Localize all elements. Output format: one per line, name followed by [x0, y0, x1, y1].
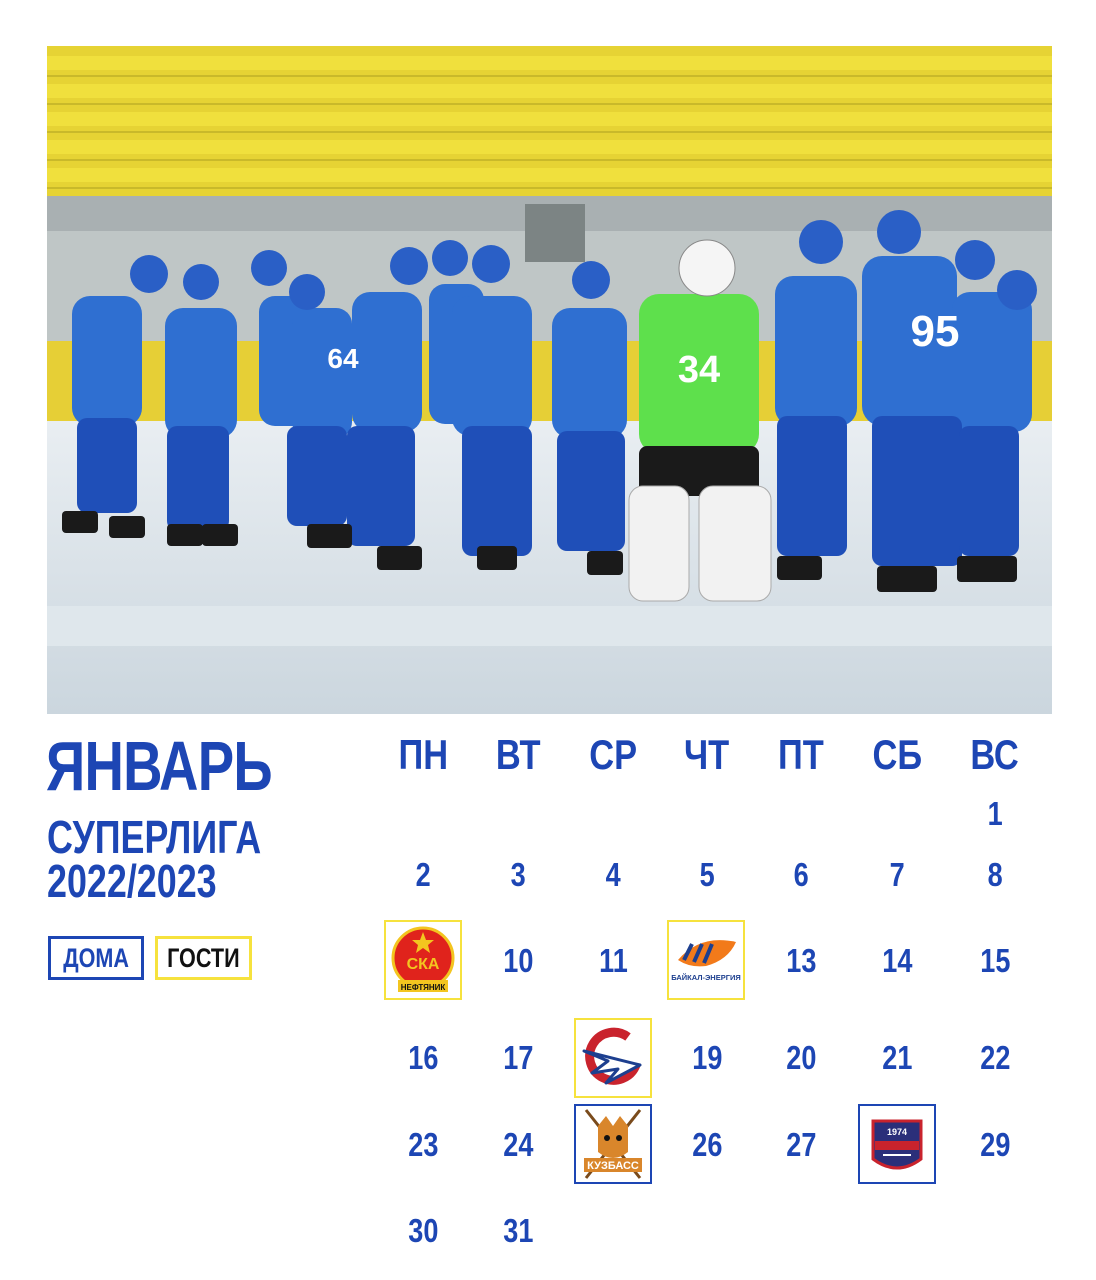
- svg-text:64: 64: [327, 343, 359, 374]
- calendar-day: 10: [502, 942, 534, 979]
- hero-photo: [47, 46, 1052, 714]
- calendar-day: 16: [407, 1039, 439, 1076]
- calendar-day: 1: [987, 795, 1003, 832]
- calendar-day: 31: [502, 1212, 534, 1249]
- weekday-sun: ВС: [970, 731, 1020, 778]
- ska-logo-caption: НЕФТЯНИК: [400, 983, 446, 992]
- calendar-day: 22: [979, 1039, 1011, 1076]
- baikal-energiya-logo: [670, 930, 742, 990]
- weekday-wed: СР: [589, 731, 637, 778]
- calendar-day: 21: [881, 1039, 913, 1076]
- calendar-day: 29: [979, 1126, 1011, 1163]
- weekday-mon: ПН: [398, 731, 448, 778]
- calendar-day: 17: [502, 1039, 534, 1076]
- weekday-thu: ЧТ: [684, 731, 730, 778]
- weekday-fri: ПТ: [778, 731, 824, 778]
- calendar-day: 27: [785, 1126, 817, 1163]
- svg-text:95: 95: [910, 307, 960, 356]
- ska-neftyanik-logo: [388, 924, 458, 996]
- calendar-day: 14: [881, 942, 913, 979]
- match-cell-9: [384, 920, 462, 1000]
- calendar-day: 7: [889, 856, 905, 893]
- svg-text:34: 34: [677, 349, 721, 391]
- match-cell-18: [574, 1018, 652, 1098]
- weekday-tue: ВТ: [495, 731, 541, 778]
- calendar-day: 11: [598, 942, 628, 979]
- legend-away: [155, 936, 252, 980]
- calendar-day: 19: [691, 1039, 723, 1076]
- calendar-day: 13: [785, 942, 817, 979]
- sibselmash-logo: [578, 1025, 648, 1091]
- calendar-day: 6: [793, 856, 809, 893]
- match-cell-25: [574, 1104, 652, 1184]
- legend-home: [48, 936, 144, 980]
- legend-home-label: ДОМА: [63, 942, 129, 973]
- calendar-day: 26: [691, 1126, 723, 1163]
- sibselmash-1974-logo: [863, 1109, 931, 1179]
- season-label: 2022/2023: [47, 855, 217, 907]
- calendar-day: 5: [699, 856, 715, 893]
- match-cell-12: [667, 920, 745, 1000]
- calendar-day: 24: [502, 1126, 534, 1163]
- calendar-day: 8: [987, 856, 1003, 893]
- calendar-day: 20: [785, 1039, 817, 1076]
- ska-logo-text: СКА: [406, 956, 440, 973]
- match-cell-28: [858, 1104, 936, 1184]
- calendar-day: 15: [979, 942, 1011, 979]
- calendar-day: 30: [407, 1212, 439, 1249]
- calendar-day: 4: [605, 856, 621, 893]
- calendar-day: 3: [510, 856, 526, 893]
- sibselmash-1974-logo-text: 1974: [886, 1127, 908, 1137]
- month-title: ЯНВАРЬ: [46, 727, 272, 805]
- legend-away-label: ГОСТИ: [167, 942, 240, 973]
- baikal-logo-text: БАЙКАЛ-ЭНЕРГИЯ: [671, 973, 741, 982]
- kuzbass-logo: [576, 1104, 650, 1184]
- calendar-day: 2: [415, 856, 431, 893]
- kuzbass-logo-text: КУЗБАСС: [587, 1160, 639, 1172]
- calendar-day: 23: [407, 1126, 439, 1163]
- weekday-sat: СБ: [872, 731, 922, 778]
- league-name: СУПЕРЛИГА: [47, 811, 262, 863]
